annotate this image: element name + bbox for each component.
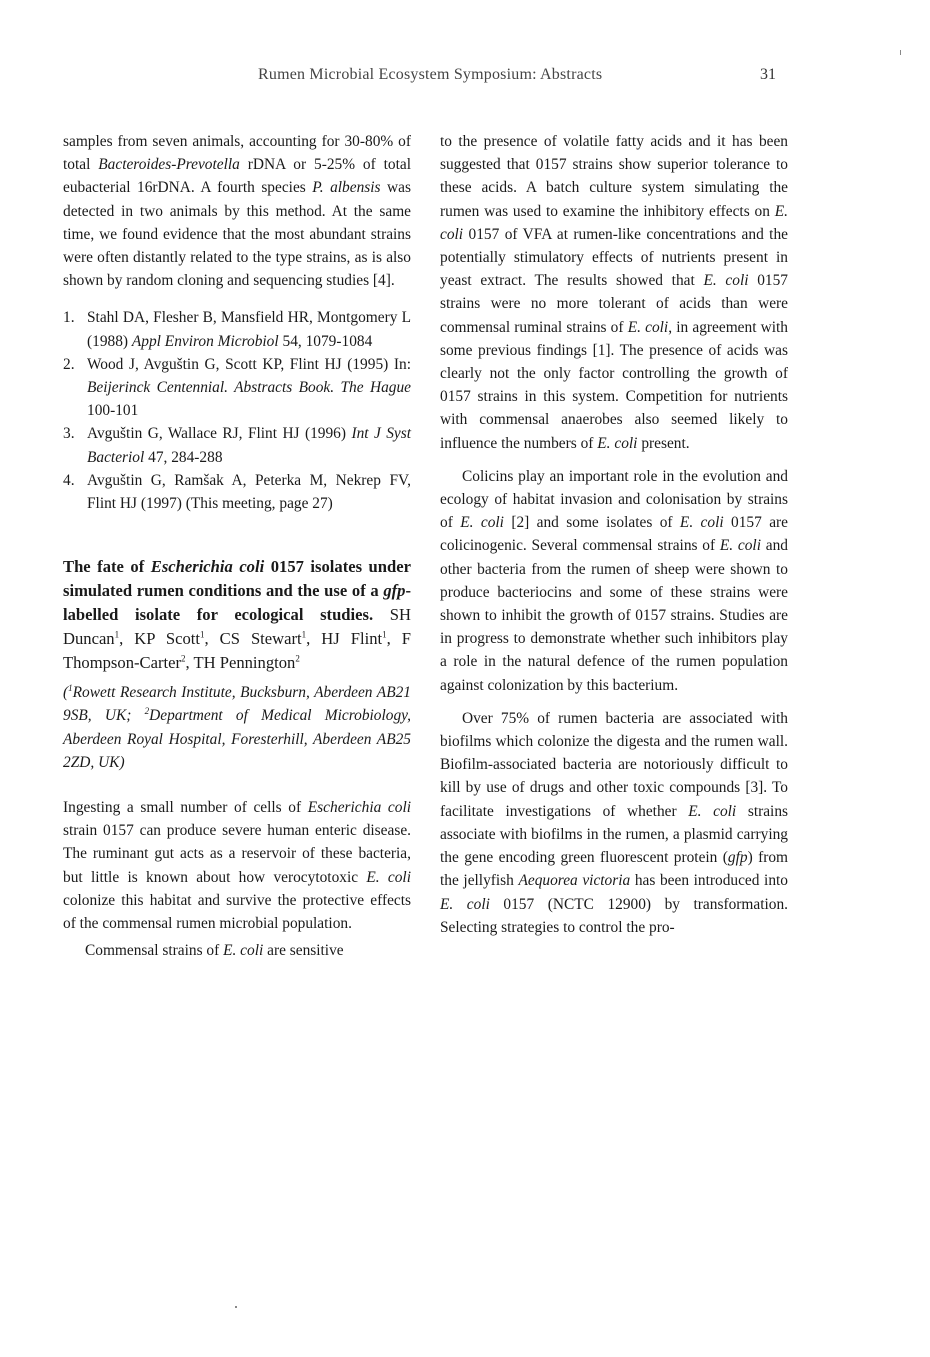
reference-list	[63, 306, 411, 515]
author-list: SH Duncan$^1$, KP Scott$^1$, CS Stewart$^1$, HJ Flint$^1$, F Thompson-Carter$^2$, TH Pennington$^2$	[63, 605, 411, 673]
abstract-heading	[63, 555, 411, 675]
continued-paragraph: samples from seven animals, accounting for 30-80% of total Bacteroides-Prevotella rDNA or 5-25% of total eubacterial 16rDNA. A fourth species P. albensis was detected in two animals by this method. At the same time, we found evidence that the most abundant strains were often distantly related to the type strains, as is also shown by random cloning and sequencing studies [4].	[63, 133, 412, 290]
page-number: 31	[760, 66, 776, 83]
body-paragraph: Over 75% of rumen bacteria are associated with biofilms which colonize the digesta and the rumen wall. Biofilm-associated bacteria are notoriously difficult to kill by use of drugs and other toxic compounds [3]. To facilitate investigations of whether E. coli strains associate with biofilms in the rumen, a plasmid carrying the gene encoding green fluorescent protein (gfp) from the jellyfish Aequorea victoria has been introduced into E. coli 0157 (NCTC 12900) by transformation. Selecting strategies to control the pro-	[440, 709, 789, 936]
reference-item: 3. Avguštin G, Wallace RJ, Flint HJ (1996) Int J Syst Bacteriol 47, 284-288	[63, 425, 412, 466]
running-head: Rumen Microbial Ecosystem Symposium: Abstracts	[258, 66, 603, 83]
affiliations: ($^1$Rowett Research Institute, Bucksburn, Aberdeen AB21 9SB, UK; $^2$Department of Medical Microbiology, Aberdeen Royal Hospital, Foresterhill, Aberdeen AB25 2ZD, UK)	[63, 683, 411, 771]
body-paragraph: Ingesting a small number of cells of Escherichia coli strain 0157 can produce severe human enteric disease. The ruminant gut acts as a reservoir of these bacteria, but little is known about how verocytotoxic E. coli colonize this habitat and survive the protective effects of the commensal rumen microbial population.	[63, 799, 412, 933]
abstract-title: The fate of Escherichia coli 0157 isolates under simulated rumen conditions and the use of a gfp-labelled isolate for ecological studies.	[63, 557, 411, 625]
page-header	[0, 66, 930, 96]
scan-speck	[900, 50, 901, 55]
body-paragraph: Commensal strains of E. coli are sensitive	[85, 942, 344, 960]
scan-speck	[235, 1306, 237, 1308]
right-column	[440, 130, 788, 939]
body-paragraph: Colicins play an important role in the evolution and ecology of habitat invasion and colonisation by strains of E. coli [2] and some isolates of E. coli 0157 are colicinogenic. Several commensal strains of E. coli and other bacteria from the rumen of sheep were shown to produce bacteriocins and some of these strains were shown to inhibit the growth of 0157 strains. Studies are in progress to demonstrate whether such inhibitors play a role in the natural defence of the rumen population against colonization by this bacterium.	[440, 467, 788, 694]
body-paragraph: to the presence of volatile fatty acids and it has been suggested that 0157 strains show superior tolerance to these acids. A batch culture system simulating the rumen was used to examine the inhibitory effects on E. coli 0157 of VFA at rumen-like concentrations and the potentially stimulatory effects of nutrients present in yeast extract. The results showed that E. coli 0157 strains were no more tolerant of acids than were commensal ruminal strains of E. coli, in agreement with some previous findings [1]. The presence of acids was clearly not the only factor controlling the growth of 0157 strains in this system. Competition for nutrients with commensal anaerobes also seemed likely to influence the numbers of E. coli present.	[440, 133, 789, 452]
left-column	[63, 130, 411, 962]
reference-item: 2. Wood J, Avguštin G, Scott KP, Flint HJ (1995) In: Beijerinck Centennial. Abstracts Book. The Hague 100-101	[63, 355, 411, 420]
reference-item: 4. Avguštin G, Ramšak A, Peterka M, Nekrep FV, Flint HJ (1997) (This meeting, page 27)	[63, 471, 411, 513]
reference-item: 1. Stahl DA, Flesher B, Mansfield HR, Montgomery L (1988) Appl Environ Microbiol 54, 1079-1084	[63, 309, 411, 350]
